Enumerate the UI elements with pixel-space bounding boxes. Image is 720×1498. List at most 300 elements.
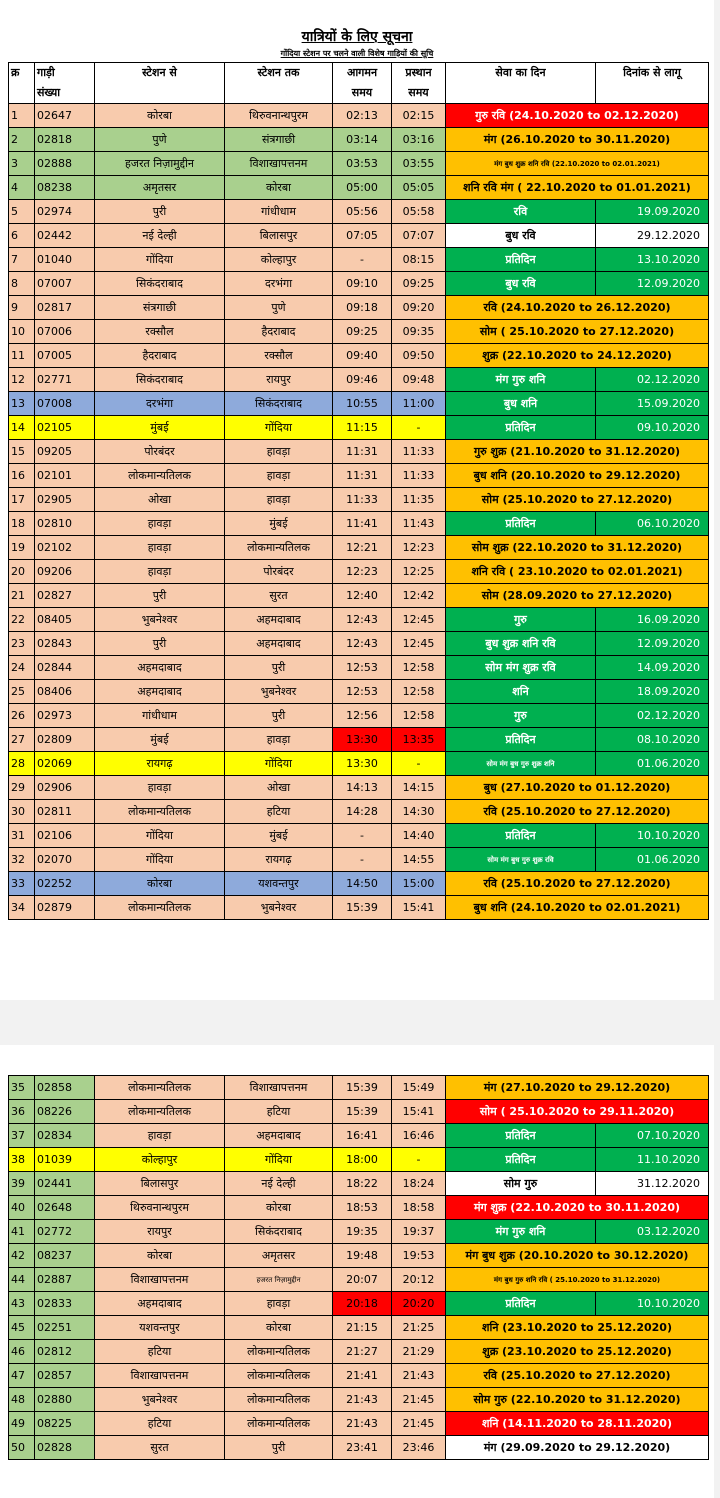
service-days: सोम गुरु — [446, 1172, 596, 1196]
from-station: गोंदिया — [95, 824, 225, 848]
table-row — [9, 272, 709, 296]
service-days: बुध शनि (20.10.2020 to 29.12.2020) — [446, 464, 709, 488]
effective-date: 10.10.2020 — [596, 1292, 709, 1316]
arrival-time: 12:23 — [333, 560, 392, 584]
effective-date: 14.09.2020 — [596, 656, 709, 680]
departure-time: 21:29 — [392, 1340, 446, 1364]
serial-number: 33 — [9, 872, 35, 896]
to-station: रक्सौल — [225, 344, 333, 368]
to-station: यशवन्तपुर — [225, 872, 333, 896]
table-row — [9, 1244, 709, 1268]
table-row — [9, 824, 709, 848]
serial-number: 14 — [9, 416, 35, 440]
table-row — [9, 440, 709, 464]
departure-time: 09:50 — [392, 344, 446, 368]
effective-date: 19.09.2020 — [596, 200, 709, 224]
train-number: 02843 — [35, 632, 95, 656]
to-station: हावड़ा — [225, 728, 333, 752]
to-station: पुरी — [225, 1436, 333, 1460]
serial-number: 4 — [9, 176, 35, 200]
service-days: सोम मंग बुध गुरु शुक्र शनि — [446, 752, 596, 776]
arrival-time: 11:33 — [333, 488, 392, 512]
arrival-time: 11:41 — [333, 512, 392, 536]
arrival-time: 13:30 — [333, 728, 392, 752]
arrival-time: 14:50 — [333, 872, 392, 896]
from-station: गोंदिया — [95, 248, 225, 272]
serial-number: 19 — [9, 536, 35, 560]
arrival-time: - — [333, 848, 392, 872]
effective-date: 31.12.2020 — [596, 1172, 709, 1196]
table-row — [9, 1268, 709, 1292]
to-station: लोकमान्यतिलक — [225, 536, 333, 560]
effective-date: 01.06.2020 — [596, 848, 709, 872]
service-days: प्रतिदिन — [446, 512, 596, 536]
to-station: थिरुवनान्थपुरम — [225, 104, 333, 128]
from-station: पुरी — [95, 200, 225, 224]
service-days: शनि (23.10.2020 to 25.12.2020) — [446, 1316, 709, 1340]
serial-number: 2 — [9, 128, 35, 152]
serial-number: 22 — [9, 608, 35, 632]
from-station: पुणे — [95, 128, 225, 152]
to-station: सिकंदराबाद — [225, 392, 333, 416]
header-row-2 — [9, 83, 709, 104]
serial-number: 8 — [9, 272, 35, 296]
train-number: 02880 — [35, 1388, 95, 1412]
service-days: सोम ( 25.10.2020 to 27.12.2020) — [446, 320, 709, 344]
train-number: 02252 — [35, 872, 95, 896]
service-days: गुरु शुक्र (21.10.2020 to 31.12.2020) — [446, 440, 709, 464]
departure-time: 09:25 — [392, 272, 446, 296]
header-arr-line1: आगमन — [333, 63, 392, 84]
from-station: लोकमान्यतिलक — [95, 1100, 225, 1124]
train-number: 02647 — [35, 104, 95, 128]
service-days: सोम मंग शुक्र रवि — [446, 656, 596, 680]
to-station: सुरत — [225, 584, 333, 608]
departure-time: 19:53 — [392, 1244, 446, 1268]
train-number: 01039 — [35, 1148, 95, 1172]
serial-number: 28 — [9, 752, 35, 776]
departure-time: 14:30 — [392, 800, 446, 824]
train-number: 07008 — [35, 392, 95, 416]
from-station: मुंबई — [95, 728, 225, 752]
train-number: 02857 — [35, 1364, 95, 1388]
train-number: 02834 — [35, 1124, 95, 1148]
from-station: कोरबा — [95, 1244, 225, 1268]
table-row — [9, 1076, 709, 1100]
to-station: हटिया — [225, 800, 333, 824]
serial-number: 26 — [9, 704, 35, 728]
train-number: 02102 — [35, 536, 95, 560]
arrival-time: 12:53 — [333, 656, 392, 680]
arrival-time: 03:53 — [333, 152, 392, 176]
serial-number: 7 — [9, 248, 35, 272]
service-days: रवि (24.10.2020 to 26.12.2020) — [446, 296, 709, 320]
from-station: गोंदिया — [95, 848, 225, 872]
arrival-time: 18:53 — [333, 1196, 392, 1220]
table-row — [9, 1100, 709, 1124]
from-station: दरभंगा — [95, 392, 225, 416]
table-row — [9, 1364, 709, 1388]
from-station: नई देल्ही — [95, 224, 225, 248]
train-number: 02772 — [35, 1220, 95, 1244]
train-number: 08225 — [35, 1412, 95, 1436]
arrival-time: 09:10 — [333, 272, 392, 296]
arrival-time: 12:56 — [333, 704, 392, 728]
to-station: हावड़ा — [225, 488, 333, 512]
arrival-time: 19:35 — [333, 1220, 392, 1244]
from-station: लोकमान्यतिलक — [95, 464, 225, 488]
service-days: प्रतिदिन — [446, 728, 596, 752]
train-number: 07005 — [35, 344, 95, 368]
to-station: गोंदिया — [225, 1148, 333, 1172]
departure-time: 05:58 — [392, 200, 446, 224]
serial-number: 10 — [9, 320, 35, 344]
departure-time: 02:15 — [392, 104, 446, 128]
table-row — [9, 560, 709, 584]
departure-time: 14:15 — [392, 776, 446, 800]
to-station: भुबनेश्वर — [225, 896, 333, 920]
from-station: सिकंदराबाद — [95, 272, 225, 296]
train-schedule-table-2 — [8, 1075, 709, 1460]
departure-time: 12:23 — [392, 536, 446, 560]
train-number: 02105 — [35, 416, 95, 440]
from-station: लोकमान्यतिलक — [95, 1076, 225, 1100]
table-row — [9, 752, 709, 776]
train-number: 02973 — [35, 704, 95, 728]
service-days: सोम (25.10.2020 to 27.12.2020) — [446, 488, 709, 512]
table-row — [9, 848, 709, 872]
departure-time: 14:55 — [392, 848, 446, 872]
table-row — [9, 1148, 709, 1172]
departure-time: 09:35 — [392, 320, 446, 344]
table-row — [9, 200, 709, 224]
train-number: 08226 — [35, 1100, 95, 1124]
effective-date: 12.09.2020 — [596, 632, 709, 656]
from-station: यशवन्तपुर — [95, 1316, 225, 1340]
header-train-line2: संख्या — [35, 83, 95, 104]
from-station: हावड़ा — [95, 512, 225, 536]
to-station: कोरबा — [225, 176, 333, 200]
service-days: गुरु — [446, 608, 596, 632]
arrival-time: 11:31 — [333, 440, 392, 464]
table-row — [9, 344, 709, 368]
to-station: हैदराबाद — [225, 320, 333, 344]
header-row — [9, 63, 709, 84]
arrival-time: 21:15 — [333, 1316, 392, 1340]
effective-date: 03.12.2020 — [596, 1220, 709, 1244]
to-station: पुणे — [225, 296, 333, 320]
notice-title: यात्रियों के लिए सूचना — [301, 29, 413, 45]
effective-date: 09.10.2020 — [596, 416, 709, 440]
table-row — [9, 728, 709, 752]
arrival-time: 11:31 — [333, 464, 392, 488]
to-station: दरभंगा — [225, 272, 333, 296]
arrival-time: - — [333, 824, 392, 848]
service-days: बुध (27.10.2020 to 01.12.2020) — [446, 776, 709, 800]
from-station: मुंबई — [95, 416, 225, 440]
train-number: 02906 — [35, 776, 95, 800]
serial-number: 11 — [9, 344, 35, 368]
arrival-time: 18:22 — [333, 1172, 392, 1196]
effective-date: 18.09.2020 — [596, 680, 709, 704]
arrival-time: 21:43 — [333, 1412, 392, 1436]
arrival-time: 10:55 — [333, 392, 392, 416]
to-station: हावड़ा — [225, 440, 333, 464]
serial-number: 5 — [9, 200, 35, 224]
to-station: हावड़ा — [225, 1292, 333, 1316]
from-station: हावड़ा — [95, 1124, 225, 1148]
arrival-time: 12:40 — [333, 584, 392, 608]
table-row — [9, 224, 709, 248]
serial-number: 13 — [9, 392, 35, 416]
table-row — [9, 584, 709, 608]
header-days: सेवा का दिन — [446, 63, 596, 84]
train-number: 02833 — [35, 1292, 95, 1316]
serial-number: 3 — [9, 152, 35, 176]
serial-number: 37 — [9, 1124, 35, 1148]
train-number: 02101 — [35, 464, 95, 488]
serial-number: 45 — [9, 1316, 35, 1340]
from-station: थिरुवनान्थपुरम — [95, 1196, 225, 1220]
service-days: शुक्र (22.10.2020 to 24.12.2020) — [446, 344, 709, 368]
effective-date: 06.10.2020 — [596, 512, 709, 536]
from-station: पुरी — [95, 632, 225, 656]
table-row — [9, 392, 709, 416]
header-arr-line2: समय — [333, 83, 392, 104]
arrival-time: 15:39 — [333, 1100, 392, 1124]
table-row — [9, 104, 709, 128]
service-days: सोम शुक्र (22.10.2020 to 31.12.2020) — [446, 536, 709, 560]
to-station: लोकमान्यतिलक — [225, 1364, 333, 1388]
arrival-time: 15:39 — [333, 1076, 392, 1100]
serial-number: 20 — [9, 560, 35, 584]
serial-number: 1 — [9, 104, 35, 128]
arrival-time: 09:25 — [333, 320, 392, 344]
serial-number: 47 — [9, 1364, 35, 1388]
service-days: मंग (27.10.2020 to 29.12.2020) — [446, 1076, 709, 1100]
serial-number: 35 — [9, 1076, 35, 1100]
table-row — [9, 536, 709, 560]
train-number: 02771 — [35, 368, 95, 392]
from-station: अहमदाबाद — [95, 656, 225, 680]
departure-time: 21:45 — [392, 1412, 446, 1436]
departure-time: 19:37 — [392, 1220, 446, 1244]
effective-date: 07.10.2020 — [596, 1124, 709, 1148]
train-number: 02828 — [35, 1436, 95, 1460]
serial-number: 42 — [9, 1244, 35, 1268]
to-station: कोल्हापुर — [225, 248, 333, 272]
train-number: 02106 — [35, 824, 95, 848]
effective-date: 13.10.2020 — [596, 248, 709, 272]
departure-time: 16:46 — [392, 1124, 446, 1148]
departure-time: 09:48 — [392, 368, 446, 392]
departure-time: 12:45 — [392, 608, 446, 632]
service-days: मंग गुरु शनि — [446, 1220, 596, 1244]
train-number: 02812 — [35, 1340, 95, 1364]
service-days: रवि (25.10.2020 to 27.12.2020) — [446, 800, 709, 824]
arrival-time: 23:41 — [333, 1436, 392, 1460]
arrival-time: 09:46 — [333, 368, 392, 392]
service-days: शनि (14.11.2020 to 28.11.2020) — [446, 1412, 709, 1436]
table-row — [9, 608, 709, 632]
table-row — [9, 1220, 709, 1244]
arrival-time: 14:28 — [333, 800, 392, 824]
departure-time: 03:55 — [392, 152, 446, 176]
departure-time: 14:40 — [392, 824, 446, 848]
train-number: 02648 — [35, 1196, 95, 1220]
table-row — [9, 1124, 709, 1148]
to-station: अहमदाबाद — [225, 608, 333, 632]
from-station: रायगढ़ — [95, 752, 225, 776]
from-station: भुबनेश्वर — [95, 608, 225, 632]
departure-time: 11:33 — [392, 464, 446, 488]
train-schedule-table-1 — [8, 62, 709, 920]
arrival-time: 14:13 — [333, 776, 392, 800]
serial-number: 6 — [9, 224, 35, 248]
train-number: 02070 — [35, 848, 95, 872]
serial-number: 32 — [9, 848, 35, 872]
departure-time: 20:12 — [392, 1268, 446, 1292]
table-row — [9, 800, 709, 824]
departure-time: 12:58 — [392, 680, 446, 704]
from-station: हावड़ा — [95, 776, 225, 800]
departure-time: 18:24 — [392, 1172, 446, 1196]
serial-number: 27 — [9, 728, 35, 752]
table-row — [9, 152, 709, 176]
arrival-time: 12:43 — [333, 632, 392, 656]
from-station: हावड़ा — [95, 560, 225, 584]
service-days: प्रतिदिन — [446, 416, 596, 440]
serial-number: 24 — [9, 656, 35, 680]
table-row — [9, 248, 709, 272]
to-station: लोकमान्यतिलक — [225, 1412, 333, 1436]
from-station: ओखा — [95, 488, 225, 512]
train-number: 02858 — [35, 1076, 95, 1100]
serial-number: 17 — [9, 488, 35, 512]
serial-number: 16 — [9, 464, 35, 488]
serial-number: 36 — [9, 1100, 35, 1124]
from-station: भुबनेश्वर — [95, 1388, 225, 1412]
to-station: लोकमान्यतिलक — [225, 1340, 333, 1364]
table-row — [9, 1196, 709, 1220]
departure-time: 11:33 — [392, 440, 446, 464]
service-days: बुध शनि (24.10.2020 to 02.01.2021) — [446, 896, 709, 920]
arrival-time: 12:53 — [333, 680, 392, 704]
arrival-time: 02:13 — [333, 104, 392, 128]
effective-date: 01.06.2020 — [596, 752, 709, 776]
departure-time: 18:58 — [392, 1196, 446, 1220]
train-number: 08405 — [35, 608, 95, 632]
arrival-time: 07:05 — [333, 224, 392, 248]
serial-number: 39 — [9, 1172, 35, 1196]
service-days: रवि (25.10.2020 to 27.12.2020) — [446, 872, 709, 896]
service-days: मंग शुक्र (22.10.2020 to 30.11.2020) — [446, 1196, 709, 1220]
header-dep-line1: प्रस्थान — [392, 63, 446, 84]
departure-time: 13:35 — [392, 728, 446, 752]
departure-time: 03:16 — [392, 128, 446, 152]
serial-number: 38 — [9, 1148, 35, 1172]
from-station: हावड़ा — [95, 536, 225, 560]
from-station: विशाखापत्तनम — [95, 1364, 225, 1388]
departure-time: 20:20 — [392, 1292, 446, 1316]
to-station: विशाखापत्तनम — [225, 152, 333, 176]
header-dep-line2: समय — [392, 83, 446, 104]
to-station: कोरबा — [225, 1316, 333, 1340]
train-number: 02810 — [35, 512, 95, 536]
from-station: अहमदाबाद — [95, 680, 225, 704]
train-number: 09205 — [35, 440, 95, 464]
departure-time: 23:46 — [392, 1436, 446, 1460]
service-days: सोम गुरु (22.10.2020 to 31.12.2020) — [446, 1388, 709, 1412]
table-row — [9, 680, 709, 704]
serial-number: 46 — [9, 1340, 35, 1364]
departure-time: 12:45 — [392, 632, 446, 656]
train-number: 02905 — [35, 488, 95, 512]
header-train-line1: गाड़ी — [35, 63, 95, 84]
table-row — [9, 872, 709, 896]
table-row — [9, 1316, 709, 1340]
serial-number: 18 — [9, 512, 35, 536]
arrival-time: 19:48 — [333, 1244, 392, 1268]
arrival-time: 21:27 — [333, 1340, 392, 1364]
table-row — [9, 464, 709, 488]
serial-number: 21 — [9, 584, 35, 608]
serial-number: 43 — [9, 1292, 35, 1316]
service-days: मंग बुध गुरु शनि रवि ( 25.10.2020 to 31.12.2020) — [446, 1268, 709, 1292]
from-station: कोरबा — [95, 872, 225, 896]
train-number: 02974 — [35, 200, 95, 224]
service-days: प्रतिदिन — [446, 248, 596, 272]
table-row — [9, 1436, 709, 1460]
arrival-time: 20:07 — [333, 1268, 392, 1292]
to-station: विशाखापत्तनम — [225, 1076, 333, 1100]
train-number: 02809 — [35, 728, 95, 752]
departure-time: 11:35 — [392, 488, 446, 512]
service-days: रवि — [446, 200, 596, 224]
table-row — [9, 128, 709, 152]
from-station: सिकंदराबाद — [95, 368, 225, 392]
departure-time: 15:49 — [392, 1076, 446, 1100]
effective-date: 15.09.2020 — [596, 392, 709, 416]
service-days: सोम (28.09.2020 to 27.12.2020) — [446, 584, 709, 608]
effective-date: 02.12.2020 — [596, 368, 709, 392]
table-row — [9, 416, 709, 440]
serial-number: 29 — [9, 776, 35, 800]
table-row — [9, 368, 709, 392]
header-to: स्टेशन तक — [225, 63, 333, 84]
train-number: 08237 — [35, 1244, 95, 1268]
to-station: नई देल्ही — [225, 1172, 333, 1196]
serial-number: 15 — [9, 440, 35, 464]
to-station: पुरी — [225, 704, 333, 728]
serial-number: 23 — [9, 632, 35, 656]
effective-date: 16.09.2020 — [596, 608, 709, 632]
effective-date: 29.12.2020 — [596, 224, 709, 248]
service-days: प्रतिदिन — [446, 1292, 596, 1316]
from-station: विशाखापत्तनम — [95, 1268, 225, 1292]
to-station: लोकमान्यतिलक — [225, 1388, 333, 1412]
to-station: हटिया — [225, 1100, 333, 1124]
service-days: मंग बुध शुक्र शनि रवि (22.10.2020 to 02.01.2021) — [446, 152, 709, 176]
arrival-time: 16:41 — [333, 1124, 392, 1148]
train-number: 02442 — [35, 224, 95, 248]
to-station: गोंदिया — [225, 416, 333, 440]
serial-number: 40 — [9, 1196, 35, 1220]
departure-time: - — [392, 416, 446, 440]
serial-number: 34 — [9, 896, 35, 920]
arrival-time: 20:18 — [333, 1292, 392, 1316]
train-number: 02811 — [35, 800, 95, 824]
